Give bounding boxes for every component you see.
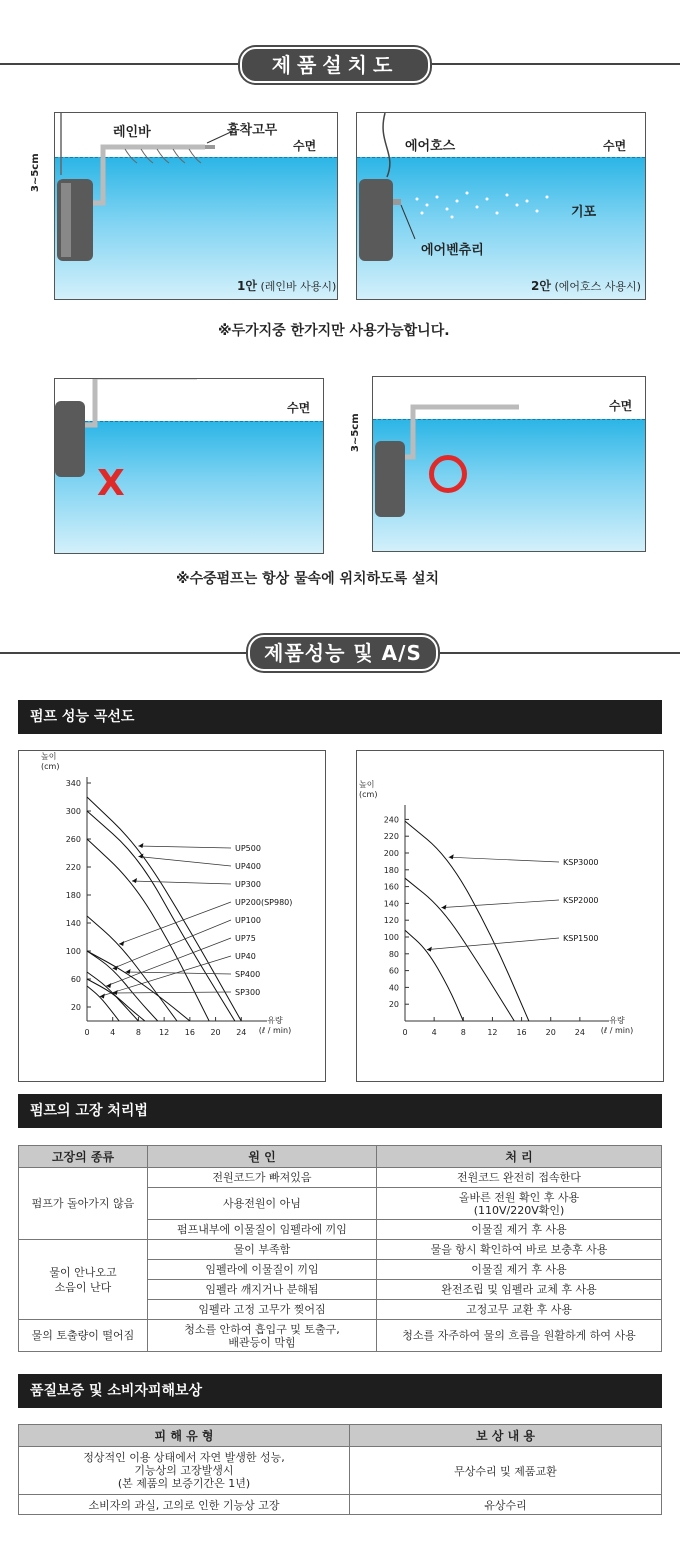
series-label: KSP2000 (563, 896, 599, 905)
install-diagram-wrong (54, 378, 324, 554)
label-air-hose: 에어호스 (405, 139, 456, 154)
warranty-comp: 유상수리 (350, 1495, 662, 1515)
y-tick-label: 60 (70, 975, 81, 984)
y-tick-label: 140 (383, 899, 399, 909)
warranty-type: 소비자의 과실, 고의로 인한 기능상 고장 (19, 1495, 350, 1515)
label-water-surface-2: 수면 (603, 139, 627, 153)
series-line-UP300 (87, 839, 209, 1021)
trouble-fix: 고정고무 교환 후 사용 (377, 1300, 662, 1320)
y-axis-label: (cm) (41, 762, 60, 771)
series-leader-line (100, 956, 231, 997)
install-diagram-correct (372, 376, 646, 552)
x-tick-label: 4 (110, 1028, 116, 1037)
series-line-UP200(SP980) (87, 916, 177, 1021)
x-tick-label: 0 (402, 1028, 408, 1037)
y-tick-label: 180 (383, 865, 399, 875)
x-axis-label: (ℓ / min) (600, 1026, 634, 1035)
section-title-install: 제품설치도 (240, 47, 430, 83)
y-tick-label: 220 (65, 863, 81, 872)
chart-up-series (18, 750, 326, 1082)
note-always-submerged: ※수중펌프는 항상 물속에 위치하도록 설치 (176, 571, 440, 587)
th-damage-type: 피 해 유 형 (19, 1425, 350, 1447)
x-axis-label: (ℓ / min) (258, 1026, 292, 1035)
series-line-UP75 (87, 972, 138, 1021)
x-tick-label: 20 (545, 1028, 556, 1037)
table-row (19, 1320, 662, 1352)
series-leader-line (449, 857, 559, 862)
troubleshoot-table (18, 1145, 662, 1352)
label-venturi: 에어벤츄리 (421, 243, 484, 258)
series-label: KSP3000 (563, 858, 599, 867)
series-leader-arrow (138, 843, 143, 848)
section-bar-troubleshoot: 펌프의 고장 처리법 (18, 1094, 662, 1128)
label-bubbles: 기포 (571, 205, 597, 220)
pump-airhose-illustration (357, 113, 645, 299)
trouble-kind: 물의 토출량이 떨어짐 (19, 1320, 148, 1352)
label-rainbar: 레인바 (113, 125, 151, 140)
y-tick-label: 300 (65, 807, 81, 816)
series-label: UP40 (235, 952, 256, 961)
trouble-cause: 전원코드가 빠져있음 (148, 1168, 377, 1188)
series-label: UP300 (235, 880, 261, 889)
series-leader-line (138, 846, 231, 848)
series-label: SP400 (235, 970, 261, 979)
label-suction-rubber: 흡착고무 (227, 123, 278, 138)
x-tick-label: 8 (135, 1028, 141, 1037)
y-tick-label: 60 (388, 966, 399, 976)
series-leader-line (119, 902, 231, 944)
series-leader-line (113, 992, 231, 993)
y-tick-label: 340 (65, 779, 81, 788)
install-diagram-airhose (356, 112, 646, 300)
x-tick-label: 16 (184, 1028, 195, 1037)
y-tick-label: 260 (65, 835, 81, 844)
series-label: UP500 (235, 844, 261, 853)
y-tick-label: 200 (383, 849, 399, 858)
series-line-UP40 (87, 986, 119, 1021)
trouble-fix: 청소를 자주하여 물의 흐름을 원활하게 하여 사용 (377, 1320, 662, 1352)
series-leader-line (138, 857, 231, 867)
note-one-option: ※두가지중 한가지만 사용가능합니다. (218, 323, 450, 339)
wrong-mark-icon: X (97, 463, 125, 504)
y-tick-label: 140 (65, 919, 81, 928)
warranty-table (18, 1424, 662, 1515)
y-tick-label: 100 (65, 947, 81, 956)
caption-option1: 1안 (레인바 사용시) (237, 279, 337, 293)
chart-ksp-series (356, 750, 664, 1082)
series-line-UP100 (87, 951, 158, 1021)
y-tick-label: 20 (388, 1000, 399, 1010)
trouble-cause: 펌프내부에 이물질이 임펠라에 끼임 (148, 1220, 377, 1240)
series-label: UP200(SP980) (235, 898, 293, 907)
y-axis-label: 높이 (41, 752, 57, 761)
series-leader-arrow (441, 905, 446, 910)
x-tick-label: 12 (487, 1028, 498, 1037)
series-leader-line (441, 900, 559, 908)
x-axis-label: 유량 (609, 1016, 625, 1025)
trouble-fix: 전원코드 완전히 접속한다 (377, 1168, 662, 1188)
series-leader-arrow (427, 947, 432, 952)
correct-mark-icon (429, 455, 467, 493)
y-tick-label: 100 (383, 933, 399, 942)
series-label: UP75 (235, 934, 256, 943)
y-tick-label: 220 (383, 832, 399, 842)
trouble-cause: 임펠라에 이물질이 끼임 (148, 1260, 377, 1280)
trouble-cause: 청소를 안하여 흡입구 및 토출구, 배관등이 막힘 (148, 1320, 377, 1352)
th-fix: 처 리 (377, 1146, 662, 1168)
label-water-surface-3: 수면 (287, 401, 311, 415)
trouble-fix: 이물질 제거 후 사용 (377, 1260, 662, 1280)
trouble-fix: 이물질 제거 후 사용 (377, 1220, 662, 1240)
x-axis-label: 유량 (267, 1016, 283, 1025)
th-compensation: 보 상 내 용 (350, 1425, 662, 1447)
trouble-kind: 펌프가 돌아가지 않음 (19, 1168, 148, 1240)
series-label: KSP1500 (563, 934, 599, 943)
series-label: UP400 (235, 862, 261, 871)
y-tick-label: 240 (383, 815, 399, 825)
section-bar-warranty: 품질보증 및 소비자피해보상 (18, 1374, 662, 1408)
label-water-surface: 수면 (293, 139, 317, 153)
table-row (19, 1240, 662, 1260)
y-tick-label: 40 (388, 983, 399, 993)
x-tick-label: 24 (574, 1028, 585, 1037)
table-row (19, 1447, 662, 1495)
series-label: UP100 (235, 916, 261, 925)
th-cause: 원 인 (148, 1146, 377, 1168)
y-tick-label: 20 (70, 1003, 81, 1012)
th-kind: 고장의 종류 (19, 1146, 148, 1168)
x-tick-label: 8 (460, 1028, 466, 1037)
x-tick-label: 4 (431, 1028, 437, 1037)
warranty-type: 정상적인 이용 상태에서 자연 발생한 성능, 기능상의 고장발생시 (본 제품의 보증기간은 1년) (19, 1447, 350, 1495)
series-label: SP300 (235, 988, 261, 997)
table-row (19, 1168, 662, 1188)
depth-label-2: 3~5cm (350, 413, 361, 452)
x-tick-label: 12 (159, 1028, 170, 1037)
y-axis-label: 높이 (359, 780, 375, 789)
x-tick-label: 16 (516, 1028, 527, 1037)
section-bar-curve: 펌프 성능 곡선도 (18, 700, 662, 734)
pump-wrong-illustration (55, 379, 323, 553)
series-line-KSP2000 (405, 878, 514, 1021)
trouble-cause: 임펠라 고정 고무가 찢어짐 (148, 1300, 377, 1320)
series-leader-arrow (449, 854, 454, 859)
depth-label-1: 3~5cm (30, 153, 41, 192)
section-title-performance: 제품성능 및 A/S (248, 635, 438, 671)
series-line-KSP1500 (405, 930, 463, 1021)
y-axis-label: (cm) (359, 790, 378, 799)
y-tick-label: 160 (383, 882, 399, 892)
trouble-cause: 사용전원이 아님 (148, 1188, 377, 1220)
trouble-cause: 물이 부족함 (148, 1240, 377, 1260)
series-line-KSP3000 (405, 821, 529, 1021)
series-leader-arrow (132, 878, 137, 883)
y-tick-label: 120 (383, 916, 399, 926)
x-tick-label: 24 (236, 1028, 247, 1037)
trouble-fix: 물을 항시 확인하여 바로 보충후 사용 (377, 1240, 662, 1260)
label-water-surface-4: 수면 (609, 399, 633, 413)
trouble-fix: 완전조립 및 임펠라 교체 후 사용 (377, 1280, 662, 1300)
trouble-cause: 임펠라 깨지거나 분해됨 (148, 1280, 377, 1300)
pump-correct-illustration (373, 377, 645, 551)
caption-option2: 2안 (에어호스 사용시) (531, 279, 641, 293)
trouble-fix: 올바른 전원 확인 후 사용 (110V/220V확인) (377, 1188, 662, 1220)
table-row (19, 1495, 662, 1515)
warranty-comp: 무상수리 및 제품교환 (350, 1447, 662, 1495)
install-diagram-rainbar (54, 112, 338, 300)
series-leader-line (132, 881, 231, 884)
trouble-kind: 물이 안나오고 소음이 난다 (19, 1240, 148, 1320)
x-tick-label: 20 (210, 1028, 221, 1037)
y-tick-label: 80 (388, 949, 399, 959)
y-tick-label: 180 (65, 891, 81, 900)
x-tick-label: 0 (84, 1028, 90, 1037)
